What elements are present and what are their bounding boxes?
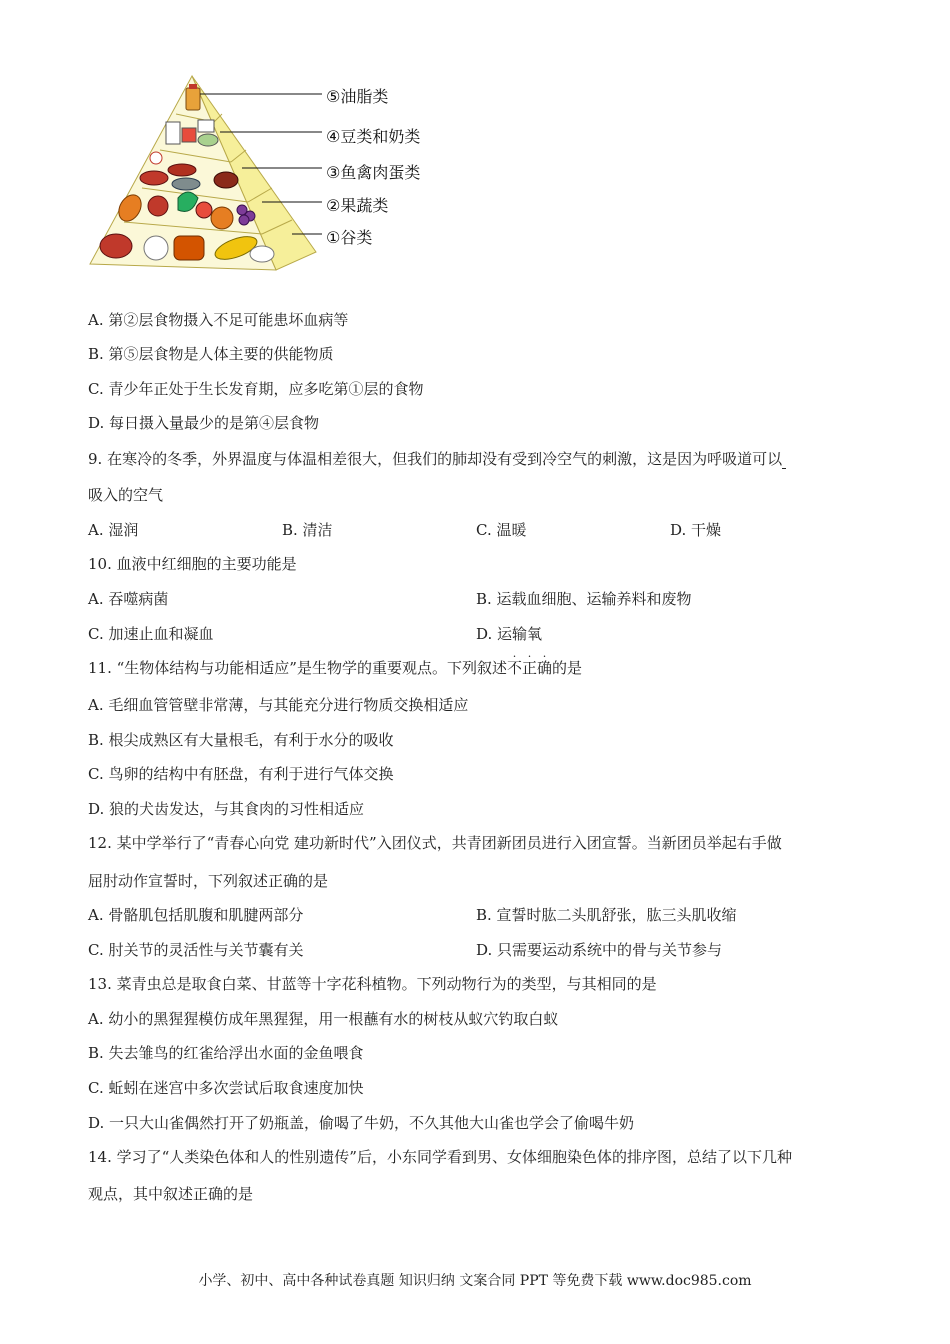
q10-option-a: A. 吞噬病菌: [88, 590, 169, 608]
q13-stem: 13. 菜青虫总是取食白菜、甘蓝等十字花科植物。下列动物行为的类型，与其相同的是: [88, 975, 657, 993]
q14-stem-line1: 14. 学习了“人类染色体和人的性别遗传”后，小东同学看到男、女体细胞染色体的排序图，总结了以下几种: [88, 1148, 792, 1166]
q12-option-d: D. 只需要运动系统中的骨与关节参与: [476, 941, 723, 959]
q12-stem-line1: 12. 某中学举行了“青春心向党 建功新时代”入团仪式，共青团新团员进行入团宣誓。当新团员举起右手做: [88, 834, 782, 852]
q13-option-a: A. 幼小的黑猩猩模仿成年黑猩猩，用一根蘸有水的树枝从蚁穴钓取白蚁: [88, 1010, 559, 1028]
q10-option-c: C. 加速止血和凝血: [88, 625, 214, 643]
q8-option-b: B. 第⑤层食物是人体主要的供能物质: [88, 345, 334, 363]
q11-option-c: C. 鸟卵的结构中有胚盘，有利于进行气体交换: [88, 765, 394, 783]
q9-option-a: A. 湿润: [88, 521, 139, 539]
emphasis-char: . 确: [537, 647, 553, 677]
q10-option-b: B. 运载血细胞、运输养料和废物: [476, 590, 692, 608]
pyramid-label-grains: ①谷类: [326, 228, 373, 247]
q9-stem: [88, 449, 786, 469]
q11-option-d: D. 狼的犬齿发达，与其食肉的习性相适应: [88, 800, 365, 818]
q11-option-b: B. 根尖成熟区有大量根毛，有利于水分的吸收: [88, 731, 394, 749]
q11-option-a: A. 毛细血管管壁非常薄，与其能充分进行物质交换相适应: [88, 696, 469, 714]
q13-option-c: C. 蚯蚓在迷宫中多次尝试后取食速度加快: [88, 1079, 364, 1097]
pyramid-label-fish-meat-egg: ③鱼禽肉蛋类: [326, 163, 421, 182]
q11-stem-post: 的是: [552, 659, 583, 677]
food-pyramid-figure: [86, 70, 466, 276]
q8-option-d: D. 每日摄入量最少的是第④层食物: [88, 414, 320, 432]
q12-stem-line2: 屈肘动作宣誓时，下列叙述正确的是: [88, 872, 329, 890]
q9-stem-line2: 吸入的空气: [88, 486, 164, 504]
q9-option-d: D. 干燥: [670, 521, 722, 539]
pyramid-label-oil: ⑤油脂类: [326, 87, 389, 106]
emphasis-dot: .: [512, 647, 517, 660]
answer-blank: [782, 452, 786, 469]
emphasis-char: . 不: [506, 647, 522, 677]
q12-option-c: C. 肘关节的灵活性与关节囊有关: [88, 941, 304, 959]
q8-option-a: A. 第②层食物摄入不足可能患坏血病等: [88, 311, 349, 329]
q9-option-c: C. 温暖: [476, 521, 527, 539]
q10-stem: 10. 血液中红细胞的主要功能是: [88, 555, 297, 573]
q13-option-b: B. 失去雏鸟的红雀给浮出水面的金鱼喂食: [88, 1044, 364, 1062]
pyramid-label-fruit-veg: ②果蔬类: [326, 196, 389, 215]
q13-option-d: D. 一只大山雀偶然打开了奶瓶盖，偷喝了牛奶，不久其他大山雀也学会了偷喝牛奶: [88, 1114, 635, 1132]
q14-stem-line2: 观点，其中叙述正确的是: [88, 1185, 254, 1203]
q11-stem: [88, 647, 583, 678]
emphasis-char: . 正: [521, 647, 537, 677]
q10-option-d: D. 运输氧: [476, 625, 543, 643]
pyramid-label-beans-milk: ④豆类和奶类: [326, 127, 421, 146]
q9-stem-line1: 9. 在寒冷的冬季，外界温度与体温相差很大，但我们的肺却没有受到冷空气的刺激，这是因为呼吸道可以: [88, 450, 783, 468]
q12-option-a: A. 骨骼肌包括肌腹和肌腱两部分: [88, 906, 304, 924]
q11-stem-pre: 11. “生物体结构与功能相适应”是生物学的重要观点。下列叙述: [88, 659, 507, 677]
q12-option-b: B. 宣誓时肱二头肌舒张，肱三头肌收缩: [476, 906, 737, 924]
q9-option-b: B. 清洁: [282, 521, 333, 539]
emphasis-dot: .: [542, 647, 547, 660]
q8-option-c: C. 青少年正处于生长发育期，应多吃第①层的食物: [88, 380, 424, 398]
emphasis-dot: .: [527, 647, 532, 660]
page-footer: 小学、初中、高中各种试卷真题 知识归纳 文案合同 PPT 等免费下载 www.doc985.com: [198, 1273, 752, 1289]
